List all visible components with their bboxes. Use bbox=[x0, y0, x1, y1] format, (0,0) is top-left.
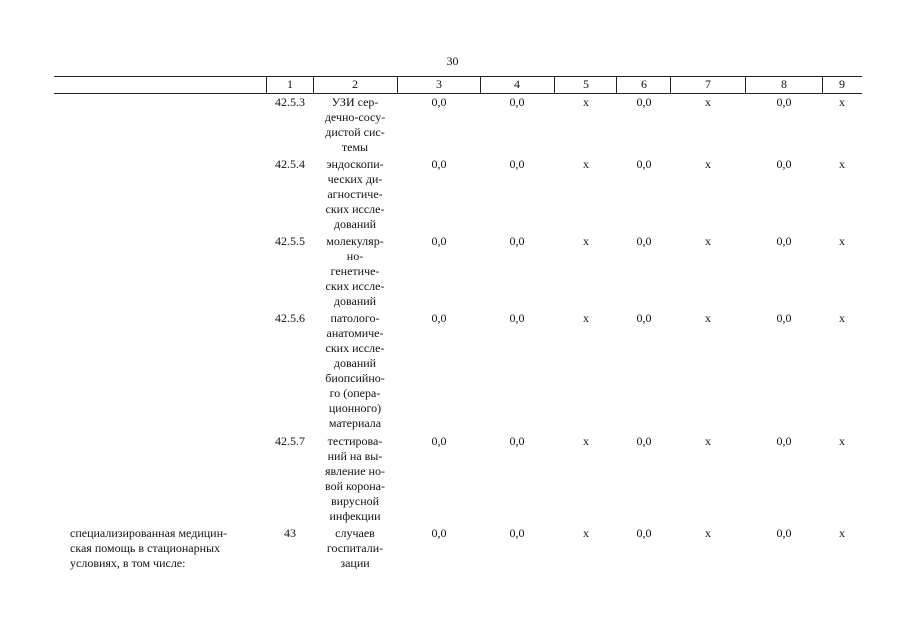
value-col-7: х bbox=[705, 526, 711, 540]
row-indicator-name bbox=[314, 157, 396, 232]
header-col-1: 1 bbox=[287, 77, 293, 91]
indicator-name-line: ских иссле- bbox=[325, 202, 385, 216]
indicator-name-line: ционного) bbox=[328, 401, 382, 415]
value-col-7: х bbox=[705, 95, 711, 109]
row-label-line: специализированная медицин- bbox=[70, 526, 227, 540]
value-col-9: х bbox=[839, 311, 845, 325]
row-code: 42.5.6 bbox=[275, 311, 305, 325]
indicator-name-line: эндоскопи- bbox=[326, 157, 384, 171]
value-col-8: 0,0 bbox=[776, 434, 792, 448]
indicator-name-line: материала bbox=[328, 416, 382, 430]
header-col-3: 3 bbox=[436, 77, 442, 91]
row-label-line: условиях, в том числе: bbox=[70, 556, 186, 570]
value-col-3: 0,0 bbox=[431, 95, 447, 109]
indicator-name-line: генетиче- bbox=[330, 264, 380, 278]
value-col-9: х bbox=[839, 157, 845, 171]
indicator-name-line: ских иссле- bbox=[325, 279, 385, 293]
indicator-name-line: явление но- bbox=[325, 464, 385, 478]
indicator-name-line: агностиче- bbox=[327, 187, 383, 201]
indicator-name-line: случаев bbox=[335, 526, 375, 540]
value-col-3: 0,0 bbox=[431, 434, 447, 448]
indicator-name-line: госпитали- bbox=[326, 541, 384, 555]
value-col-4: 0,0 bbox=[509, 234, 525, 248]
row-indicator-name bbox=[314, 526, 396, 571]
indicator-name-line: темы bbox=[341, 140, 369, 154]
indicator-name-line: тестирова- bbox=[327, 434, 383, 448]
header-col-4: 4 bbox=[514, 77, 520, 91]
header-col-2: 2 bbox=[352, 77, 358, 91]
indicator-name-line: ческих ди- bbox=[327, 172, 383, 186]
row-indicator-name bbox=[314, 311, 396, 431]
value-col-5: х bbox=[583, 526, 589, 540]
row-indicator-name bbox=[314, 434, 396, 524]
indicator-name-line: ских иссле- bbox=[325, 341, 385, 355]
value-col-5: х bbox=[583, 95, 589, 109]
value-col-4: 0,0 bbox=[509, 311, 525, 325]
indicator-name-line: го (опера- bbox=[329, 386, 381, 400]
value-col-8: 0,0 bbox=[776, 95, 792, 109]
value-col-9: х bbox=[839, 95, 845, 109]
indicator-name-line: молекуляр- bbox=[326, 234, 384, 248]
indicator-name-line: вирусной bbox=[330, 494, 380, 508]
indicator-name-line: биопсийно- bbox=[325, 371, 385, 385]
value-col-6: 0,0 bbox=[636, 157, 652, 171]
value-col-4: 0,0 bbox=[509, 95, 525, 109]
header-col-5: 5 bbox=[583, 77, 589, 91]
value-col-6: 0,0 bbox=[636, 526, 652, 540]
indicator-name-line: но- bbox=[346, 249, 364, 263]
indicator-name-line: дований bbox=[333, 294, 377, 308]
value-col-5: х bbox=[583, 157, 589, 171]
value-col-7: х bbox=[705, 434, 711, 448]
value-col-4: 0,0 bbox=[509, 157, 525, 171]
value-col-4: 0,0 bbox=[509, 526, 525, 540]
row-code: 42.5.5 bbox=[275, 234, 305, 248]
value-col-3: 0,0 bbox=[431, 157, 447, 171]
row-code: 42.5.7 bbox=[275, 434, 305, 448]
row-code: 42.5.3 bbox=[275, 95, 305, 109]
value-col-3: 0,0 bbox=[431, 311, 447, 325]
indicator-name-line: дований bbox=[333, 356, 377, 370]
value-col-3: 0,0 bbox=[431, 234, 447, 248]
value-col-9: х bbox=[839, 434, 845, 448]
value-col-6: 0,0 bbox=[636, 234, 652, 248]
indicator-name-line: анатомиче- bbox=[326, 326, 384, 340]
indicator-name-line: дистой сис- bbox=[325, 125, 385, 139]
value-col-8: 0,0 bbox=[776, 234, 792, 248]
row-indicator-name bbox=[314, 234, 396, 309]
indicator-name-line: вой корона- bbox=[325, 479, 385, 493]
value-col-8: 0,0 bbox=[776, 157, 792, 171]
indicator-name-line: инфекции bbox=[329, 509, 381, 523]
value-col-5: х bbox=[583, 311, 589, 325]
value-col-6: 0,0 bbox=[636, 311, 652, 325]
value-col-9: х bbox=[839, 526, 845, 540]
value-col-8: 0,0 bbox=[776, 311, 792, 325]
value-col-5: х bbox=[583, 234, 589, 248]
value-col-7: х bbox=[705, 157, 711, 171]
row-label bbox=[70, 526, 264, 571]
row-label-line: ская помощь в стационарных bbox=[70, 541, 221, 555]
value-col-3: 0,0 bbox=[431, 526, 447, 540]
value-col-9: х bbox=[839, 234, 845, 248]
value-col-5: х bbox=[583, 434, 589, 448]
value-col-6: 0,0 bbox=[636, 95, 652, 109]
row-code: 43 bbox=[284, 526, 296, 540]
header-col-9: 9 bbox=[839, 77, 845, 91]
value-col-4: 0,0 bbox=[509, 434, 525, 448]
header-col-8: 8 bbox=[781, 77, 787, 91]
header-bottom-rule bbox=[54, 93, 862, 94]
value-col-7: х bbox=[705, 311, 711, 325]
page-number: 30 bbox=[446, 54, 459, 68]
indicator-name-line: патолого- bbox=[330, 311, 380, 325]
indicator-name-line: ний на вы- bbox=[327, 449, 383, 463]
value-col-8: 0,0 bbox=[776, 526, 792, 540]
indicator-name-line: дечно-сосу- bbox=[324, 110, 386, 124]
indicator-name-line: УЗИ сер- bbox=[331, 95, 379, 109]
column-divider bbox=[266, 76, 267, 93]
table-header bbox=[0, 76, 905, 93]
row-indicator-name bbox=[314, 95, 396, 155]
header-col-6: 6 bbox=[641, 77, 647, 91]
value-col-6: 0,0 bbox=[636, 434, 652, 448]
indicator-name-line: дований bbox=[333, 217, 377, 231]
indicator-name-line: зации bbox=[340, 556, 370, 570]
value-col-7: х bbox=[705, 234, 711, 248]
row-code: 42.5.4 bbox=[275, 157, 305, 171]
header-col-7: 7 bbox=[705, 77, 711, 91]
